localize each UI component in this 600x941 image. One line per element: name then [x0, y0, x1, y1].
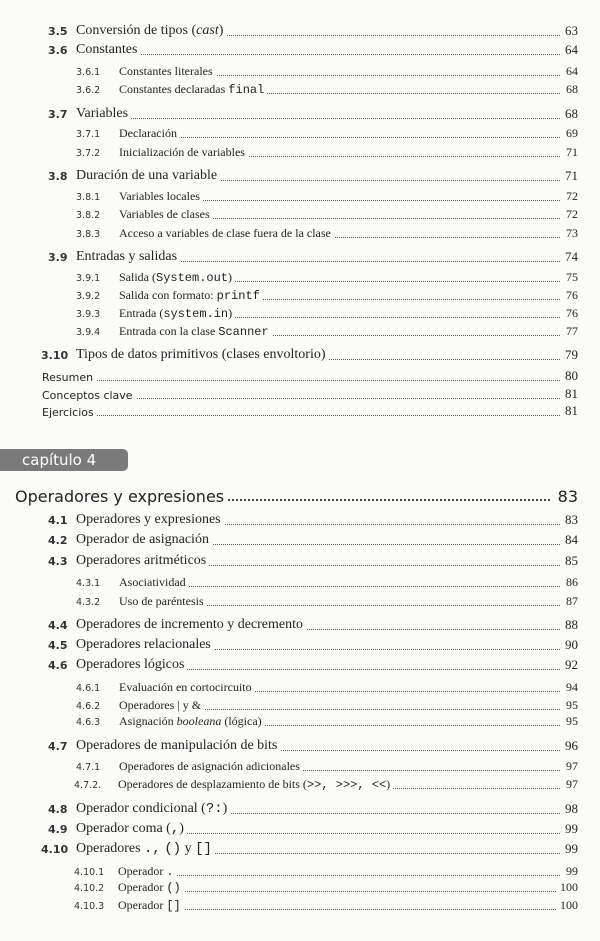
- entry-number: 3.9.3: [76, 309, 101, 320]
- entry-title-part: Asociatividad: [119, 575, 186, 589]
- entry-page-number: 99: [561, 821, 578, 837]
- entry-page-number: 99: [561, 841, 578, 857]
- entry-title-part: ): [218, 23, 224, 38]
- entry-title: [76, 637, 214, 653]
- entry-number: 4.7.1: [76, 762, 101, 773]
- entry-number: 4.6: [48, 659, 68, 672]
- entry-number: 3.10: [41, 349, 69, 362]
- toc-entry[interactable]: [0, 636, 600, 654]
- entry-title: [119, 64, 216, 79]
- entry-title: [119, 126, 180, 141]
- entry-number: 4.7.2.: [74, 780, 102, 791]
- entry-title-part: Variables locales: [119, 189, 200, 203]
- entry-number: 4.6.1: [76, 683, 101, 694]
- toc-entry[interactable]: [0, 167, 600, 185]
- entry-title-part: Operadores lógicos: [76, 657, 185, 672]
- toc-entry[interactable]: [0, 820, 600, 838]
- entry-title: [76, 512, 224, 528]
- entry-title-part: ): [228, 270, 233, 284]
- entry-title: [119, 714, 265, 729]
- toc-entry[interactable]: [0, 678, 600, 696]
- entry-title: [76, 821, 187, 837]
- chapter-badge: capítulo 4: [0, 449, 128, 471]
- entry-title-part: Operador: [118, 898, 167, 912]
- entry-number: 3.9.2: [76, 291, 101, 302]
- entry-page-number: 84: [561, 532, 578, 548]
- entry-number: 3.8.2: [76, 210, 101, 221]
- entry-title: [119, 145, 248, 160]
- entry-title-part: Evaluación en cortocircuito: [119, 680, 252, 694]
- entry-title: [119, 270, 235, 285]
- toc-entry[interactable]: [0, 124, 600, 142]
- entry-title: [119, 698, 204, 713]
- entry-page-number: 79: [561, 347, 578, 363]
- entry-page-number: 100: [556, 880, 578, 895]
- entry-number: 4.8: [48, 803, 68, 816]
- entry-title-part: ): [222, 801, 228, 816]
- entry-page-number: 64: [561, 42, 578, 58]
- toc-entry[interactable]: [0, 878, 600, 896]
- entry-title: [119, 226, 334, 241]
- entry-title: [42, 389, 136, 402]
- entry-title: [119, 759, 303, 774]
- entry-title-part: .,: [144, 841, 161, 857]
- entry-title: [119, 324, 272, 339]
- toc-entry[interactable]: [0, 62, 600, 80]
- entry-page-number: 87: [562, 594, 578, 609]
- entry-title: [119, 594, 207, 609]
- entry-title-part: Operador: [118, 880, 167, 894]
- toc-entry[interactable]: [0, 304, 600, 322]
- entry-page-number: 75: [562, 270, 578, 285]
- entry-number: 4.4: [48, 619, 68, 632]
- entry-number: 3.9.4: [76, 327, 101, 338]
- entry-number: 4.10.3: [74, 901, 105, 912]
- entry-title-part: .: [166, 865, 174, 879]
- entry-title-part: Asignación: [119, 714, 177, 728]
- entry-title-part: Operadores: [76, 841, 145, 856]
- entry-title: [119, 306, 235, 321]
- dot-leader: [42, 380, 560, 381]
- dot-leader: [119, 891, 560, 892]
- entry-title-part: Operador coma (: [76, 821, 171, 836]
- entry-title: [76, 249, 180, 265]
- toc-entry[interactable]: [0, 286, 600, 304]
- entry-title-part: Operadores de asignación adicionales: [119, 759, 300, 773]
- entry-page-number: 73: [562, 226, 578, 241]
- entry-page-number: 68: [561, 106, 578, 122]
- entry-title: [119, 207, 213, 222]
- entry-number: 3.9.1: [76, 273, 101, 284]
- toc-entry[interactable]: [0, 346, 600, 364]
- toc-entry[interactable]: [0, 224, 600, 242]
- entry-page-number: 95: [562, 714, 578, 729]
- dot-leader: [119, 137, 560, 138]
- entry-title-part: Constantes declaradas: [119, 82, 229, 96]
- entry-number: 4.7: [48, 740, 68, 753]
- entry-title-part: Operador de asignación: [76, 532, 209, 547]
- entry-number: 4.10.2: [74, 883, 105, 894]
- entry-title-part: y: [181, 841, 196, 856]
- entry-title: [42, 371, 96, 384]
- entry-number: 3.6.1: [76, 67, 101, 78]
- entry-number: 3.8.1: [76, 192, 101, 203]
- entry-number: 4.5: [48, 639, 68, 652]
- entry-number: 4.3.2: [76, 597, 101, 608]
- entry-title-part: Operadores aritméticos: [76, 553, 207, 568]
- entry-title-part: Resumen: [42, 371, 94, 384]
- entry-page-number: 77: [562, 324, 578, 339]
- dot-leader: [119, 875, 560, 876]
- toc-entry[interactable]: [0, 205, 600, 223]
- entry-title-part: Conceptos clave: [42, 389, 133, 402]
- entry-number: 3.6.2: [76, 85, 101, 96]
- entry-page-number: 69: [562, 126, 578, 141]
- entry-title-part: final: [228, 83, 265, 97]
- entry-page-number: 83: [561, 512, 578, 528]
- entry-title: [76, 42, 140, 58]
- toc-entry[interactable]: [0, 775, 600, 793]
- entry-number: 4.3.1: [76, 578, 101, 589]
- toc-entry[interactable]: [0, 656, 600, 674]
- entry-number: 3.7: [48, 108, 68, 121]
- entry-title-part: Operadores de manipulación de bits: [76, 738, 278, 753]
- entry-number: 4.1: [48, 514, 68, 527]
- entry-title-part: Scanner: [218, 325, 269, 339]
- toc-entry[interactable]: [0, 105, 600, 123]
- entry-title: [119, 189, 203, 204]
- entry-title-part: ): [386, 777, 391, 791]
- entry-title: [76, 553, 209, 569]
- entry-page-number: 100: [556, 898, 578, 913]
- toc-entry[interactable]: [0, 402, 600, 420]
- entry-title: [42, 406, 97, 419]
- entry-page-number: 68: [562, 82, 578, 97]
- toc-entry[interactable]: [0, 187, 600, 205]
- entry-page-number: 64: [562, 64, 578, 79]
- entry-title-part: ): [179, 821, 184, 836]
- entry-title: [76, 841, 215, 857]
- entry-number: 3.6: [48, 44, 68, 57]
- entry-page-number: 81: [561, 386, 578, 402]
- dot-leader: [42, 415, 560, 416]
- entry-title-part: Operador condicional (: [76, 801, 206, 816]
- entry-page-number: 63: [561, 23, 578, 39]
- entry-page-number: 76: [562, 306, 578, 321]
- entry-page-number: 86: [562, 575, 578, 590]
- entry-page-number: 85: [561, 553, 578, 569]
- entry-title-part: >>, >>>, <<: [306, 778, 387, 792]
- entry-title: [76, 23, 226, 39]
- entry-title-part: Tipos de datos primitivos (clases envoltorio): [76, 347, 326, 362]
- entry-title: [118, 880, 184, 895]
- entry-number: 4.6.2: [76, 701, 101, 712]
- entry-page-number: 95: [562, 698, 578, 713]
- entry-title-part: Declaración: [119, 126, 177, 140]
- dot-leader: [76, 54, 560, 55]
- entry-page-number: 71: [562, 145, 578, 160]
- chapter-page: 83: [554, 487, 578, 506]
- entry-title: [119, 82, 267, 97]
- entry-page-number: 97: [562, 777, 578, 792]
- entry-title-part: Constantes: [76, 42, 138, 57]
- entry-title-part: Ejercicios: [42, 406, 94, 419]
- entry-title-part: ,: [170, 821, 180, 837]
- entry-page-number: 99: [562, 864, 578, 879]
- toc-entry[interactable]: [0, 800, 600, 818]
- chapter-title-row[interactable]: [15, 482, 580, 506]
- entry-title: [76, 168, 220, 184]
- entry-title-part: System.out: [156, 271, 229, 285]
- entry-page-number: 98: [561, 801, 578, 817]
- toc-entry[interactable]: [0, 80, 600, 98]
- entry-title-part: []: [166, 899, 181, 913]
- entry-title-part: cast: [196, 23, 219, 38]
- entry-title-part: Entrada con la clase: [119, 324, 219, 338]
- toc-entry[interactable]: [0, 367, 600, 385]
- entry-number: 4.2: [48, 534, 68, 547]
- entry-number: 4.10.1: [74, 867, 105, 878]
- entry-number: 4.9: [48, 823, 68, 836]
- entry-page-number: 97: [562, 759, 578, 774]
- entry-title: [118, 777, 393, 792]
- entry-title: [76, 801, 230, 817]
- entry-title-part: ?:: [205, 801, 223, 817]
- toc-entry[interactable]: [0, 531, 600, 549]
- entry-title-part: ): [228, 306, 233, 320]
- entry-page-number: 88: [561, 617, 578, 633]
- entry-number: 3.8: [48, 170, 68, 183]
- entry-number: 4.10: [41, 843, 69, 856]
- entry-title-part: Entrada (: [119, 306, 164, 320]
- entry-title-part: Salida con formato:: [119, 288, 217, 302]
- entry-title: [76, 347, 329, 363]
- toc-entry[interactable]: [0, 248, 600, 266]
- toc-entry[interactable]: [0, 268, 600, 286]
- toc-entry[interactable]: [0, 592, 600, 610]
- entry-page-number: 72: [562, 189, 578, 204]
- entry-title-part: Constantes literales: [119, 64, 213, 78]
- entry-title-part: Uso de paréntesis: [119, 594, 204, 608]
- toc-entry[interactable]: [0, 511, 600, 529]
- toc-entry[interactable]: [0, 712, 600, 730]
- toc-entry[interactable]: [0, 552, 600, 570]
- entry-title-part: Operador: [118, 864, 167, 878]
- toc-entry[interactable]: [0, 616, 600, 634]
- entry-title: [118, 864, 177, 879]
- entry-number: 3.7.2: [76, 148, 101, 159]
- toc-entry[interactable]: [0, 322, 600, 340]
- toc-entry[interactable]: [0, 22, 600, 40]
- entry-number: 3.5: [48, 25, 68, 38]
- entry-page-number: 92: [561, 657, 578, 673]
- toc-entry[interactable]: [0, 737, 600, 755]
- dot-leader: [119, 909, 560, 910]
- entry-title-part: Variables: [76, 106, 129, 121]
- dot-leader: [76, 118, 560, 119]
- entry-title-part: (): [164, 841, 182, 857]
- entry-number: 4.6.3: [76, 717, 101, 728]
- toc-entry[interactable]: [0, 41, 600, 59]
- entry-title-part: printf: [216, 289, 260, 303]
- toc-entry[interactable]: [0, 840, 600, 858]
- entry-number: 3.7.1: [76, 129, 101, 140]
- chapter-title: Operadores y expresiones: [15, 487, 228, 506]
- entry-title-part: Inicialización de variables: [119, 145, 245, 159]
- entry-page-number: 94: [562, 680, 578, 695]
- entry-number: 4.3: [48, 555, 68, 568]
- entry-title-part: []: [195, 841, 212, 857]
- entry-number: 3.9: [48, 251, 68, 264]
- entry-title: [76, 617, 306, 633]
- entry-title-part: (lógica): [221, 714, 262, 728]
- entry-title-part: Entradas y salidas: [76, 249, 178, 264]
- entry-title-part: Variables de clases: [119, 207, 210, 221]
- toc-entry[interactable]: [0, 757, 600, 775]
- toc-entry[interactable]: [0, 385, 600, 403]
- entry-title: [76, 106, 131, 122]
- entry-title-part: booleana: [176, 714, 222, 728]
- entry-title-part: Operadores relacionales: [76, 637, 211, 652]
- entry-title-part: Operadores de desplazamiento de bits (: [118, 777, 307, 791]
- toc-entry[interactable]: [0, 143, 600, 161]
- entry-title: [76, 532, 212, 548]
- toc-entry[interactable]: [0, 896, 600, 914]
- entry-page-number: 90: [561, 637, 578, 653]
- entry-title: [76, 738, 280, 754]
- entry-number: 3.8.3: [76, 229, 101, 240]
- entry-title: [118, 898, 184, 913]
- entry-title-part: Operadores de incremento y decremento: [76, 617, 304, 632]
- entry-title-part: Acceso a variables de clase fuera de la clase: [119, 226, 331, 240]
- entry-page-number: 81: [561, 403, 578, 419]
- entry-page-number: 74: [561, 249, 578, 265]
- entry-title-part: system.in: [163, 307, 229, 321]
- entry-title: [76, 657, 187, 673]
- entry-title: [119, 288, 263, 303]
- entry-title-part: Salida (: [119, 270, 156, 284]
- entry-title-part: Operadores y expresiones: [76, 512, 221, 527]
- entry-title-part: (): [166, 881, 181, 895]
- entry-title-part: Duración de una variable: [76, 168, 218, 183]
- entry-page-number: 71: [561, 168, 578, 184]
- entry-page-number: 72: [562, 207, 578, 222]
- entry-page-number: 80: [561, 368, 578, 384]
- toc-entry[interactable]: [0, 573, 600, 591]
- entry-page-number: 96: [561, 738, 578, 754]
- entry-title-part: Operadores | y &: [119, 698, 202, 712]
- entry-title: [119, 575, 189, 590]
- entry-page-number: 76: [562, 288, 578, 303]
- entry-title-part: Conversión de tipos (: [76, 23, 197, 38]
- entry-title: [119, 680, 255, 695]
